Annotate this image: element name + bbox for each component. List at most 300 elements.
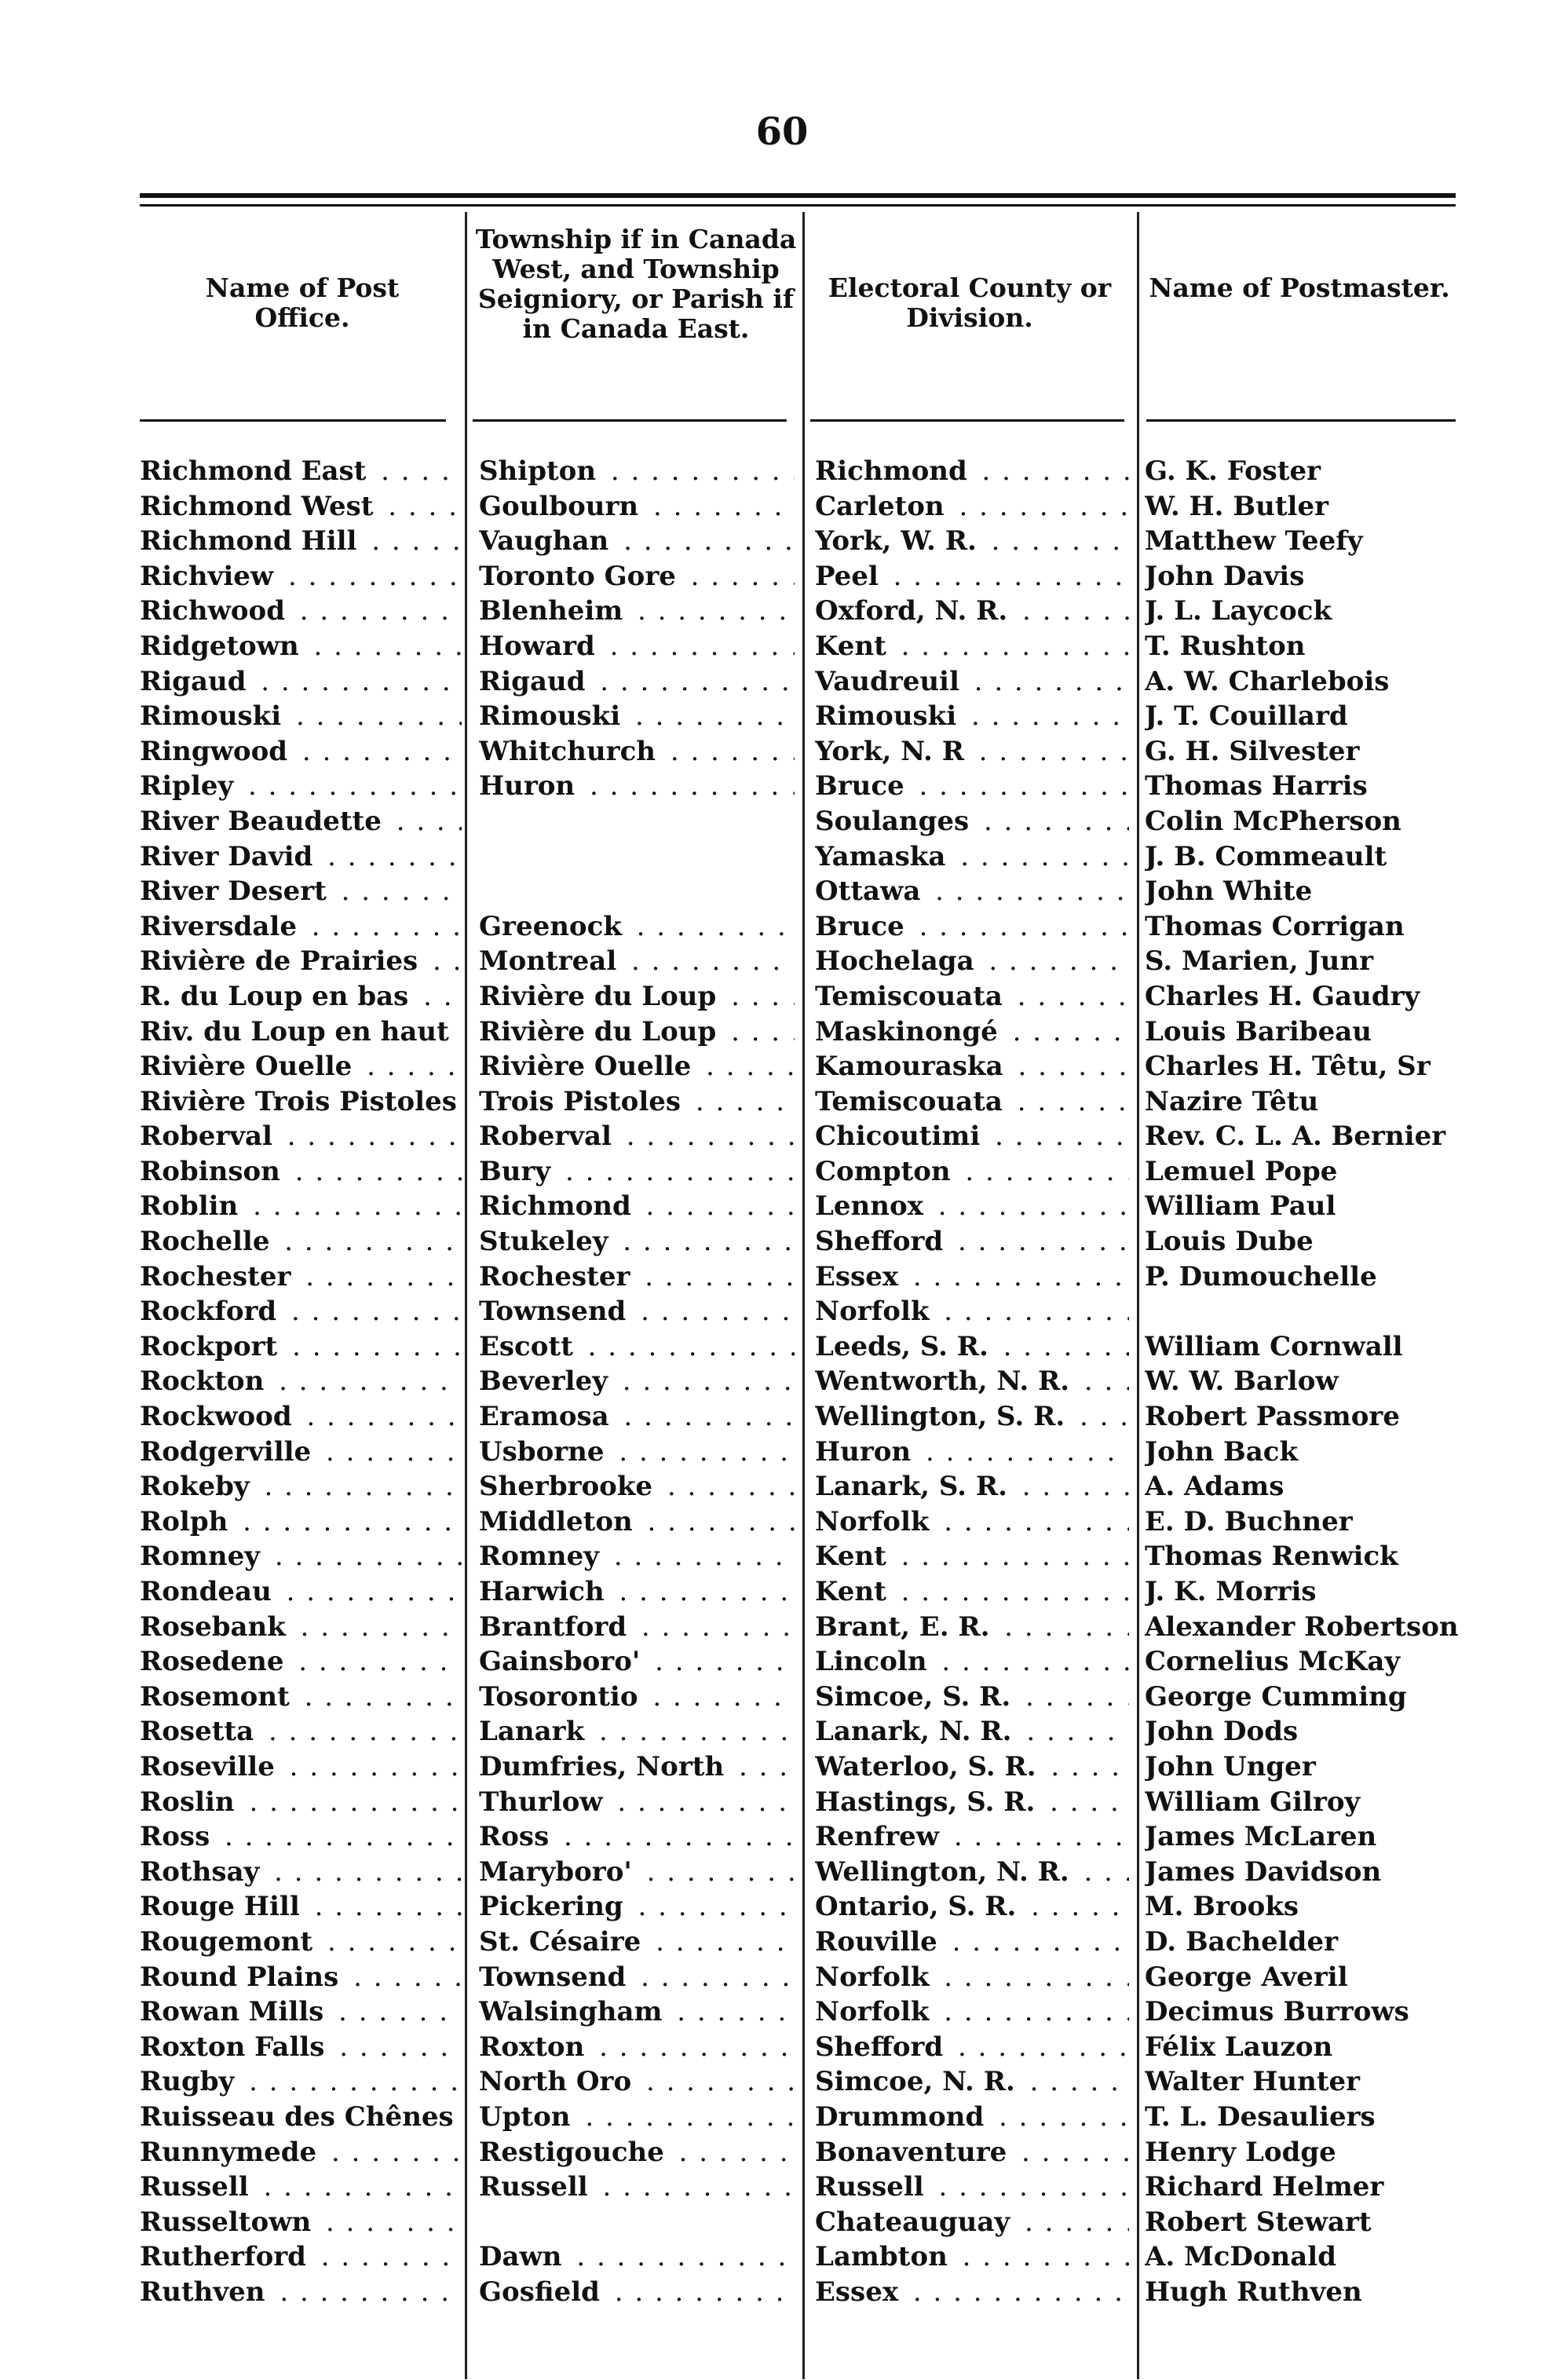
township-cell: [479, 1539, 795, 1574]
county-cell: [815, 1889, 1129, 1924]
county-cell: [815, 1224, 1129, 1259]
postmaster-text: James McLaren: [1145, 1821, 1381, 1852]
header-rule: [473, 419, 787, 422]
postmaster-cell: [1145, 1714, 1459, 1749]
county-cell: [815, 1364, 1129, 1398]
post-office-cell: [140, 1855, 462, 1889]
postmaster-text: George Cumming: [1145, 1681, 1412, 1713]
post-office-cell: [140, 1364, 462, 1398]
postmaster-cell: [1145, 1189, 1459, 1223]
postmaster-cell: [1145, 2135, 1459, 2170]
postmaster-cell: [1145, 1015, 1459, 1049]
postmaster-text: J. L. Laycock: [1145, 595, 1336, 627]
table-row: [140, 1084, 1459, 1120]
township-text: Upton: [479, 2101, 576, 2133]
postmaster-text: G. H. Silvester: [1145, 736, 1364, 767]
postmaster-text: W. H. Butler: [1145, 491, 1333, 522]
post-office-text: Rugby: [140, 2066, 239, 2097]
post-office-text: Rowan Mills: [140, 1996, 328, 2027]
township-text: [479, 841, 484, 872]
county-text: Chateauguay: [815, 2206, 1014, 2238]
township-cell: [479, 1574, 795, 1609]
county-cell: [815, 1925, 1129, 1959]
township-cell: [479, 1399, 795, 1434]
post-office-cell: [140, 1610, 462, 1644]
township-text: Usborne: [479, 1436, 609, 1468]
post-office-text: Ross: [140, 1821, 214, 1852]
township-cell: [479, 1925, 795, 1959]
post-office-cell: [140, 2100, 462, 2134]
post-office-cell: [140, 804, 462, 839]
postmaster-text: D. Bachelder: [1145, 1926, 1343, 1958]
township-cell: [479, 594, 795, 628]
post-office-text: Rolph: [140, 1506, 232, 1537]
county-text: York, W. R.: [815, 525, 981, 557]
township-cell: [479, 1189, 795, 1223]
postmaster-text: Richard Helmer: [1145, 2171, 1388, 2203]
table-row: [140, 2205, 1459, 2240]
header-township-text: Township if in Canada West, and Township Seigniory, or Parish if in Canada East.: [475, 224, 797, 344]
postmaster-text: Hugh Ruthven: [1145, 2276, 1367, 2308]
township-cell: [479, 559, 795, 594]
table-row: [140, 2100, 1459, 2135]
post-office-text: Rondeau: [140, 1576, 276, 1607]
county-cell: [815, 1504, 1129, 1539]
county-text: Shefford: [815, 1226, 948, 1257]
post-office-text: Roslin: [140, 1786, 239, 1818]
table-row: [140, 1154, 1459, 1190]
township-cell: [479, 1785, 795, 1819]
post-office-cell: [140, 944, 462, 978]
post-office-cell: [140, 1259, 462, 1294]
table-row: [140, 1504, 1459, 1540]
postmaster-text: T. Rushton: [1145, 631, 1310, 662]
post-office-cell: [140, 699, 462, 733]
postmaster-cell: [1145, 454, 1459, 488]
postmaster-cell: [1145, 594, 1459, 628]
township-text: Gainsboro': [479, 1646, 645, 1677]
county-cell: [815, 769, 1129, 803]
post-office-text: Rosemont: [140, 1681, 294, 1713]
county-text: Huron: [815, 1436, 915, 1468]
postmaster-text: George Averil: [1145, 1961, 1353, 1993]
county-text: Wellington, S. R.: [815, 1401, 1069, 1432]
post-office-text: Rodgerville: [140, 1436, 316, 1468]
post-office-cell: [140, 2205, 462, 2239]
postmaster-text: [1145, 1296, 1149, 1327]
postmaster-text: John Unger: [1145, 1751, 1321, 1782]
post-office-cell: [140, 1504, 462, 1539]
county-cell: [815, 1015, 1129, 1049]
postmaster-cell: [1145, 769, 1459, 803]
township-text: Trois Pistoles: [479, 1086, 685, 1117]
post-office-text: Richview: [140, 561, 278, 592]
township-text: Shipton: [479, 455, 601, 487]
postmaster-cell: [1145, 1680, 1459, 1714]
header-post-office: [157, 273, 448, 333]
header-post-office-text: Name of Post Office.: [205, 272, 400, 333]
postmaster-text: James Davidson: [1145, 1856, 1386, 1888]
township-text: Dawn: [479, 2241, 567, 2272]
post-office-table: [140, 454, 1459, 2309]
post-office-cell: [140, 839, 462, 874]
table-row: [140, 1749, 1459, 1785]
table-row: [140, 1259, 1459, 1295]
postmaster-text: Colin McPherson: [1145, 806, 1406, 837]
township-text: St. Césaire: [479, 1926, 645, 1958]
postmaster-cell: [1145, 1994, 1459, 2029]
township-cell: [479, 664, 795, 699]
postmaster-text: Decimus Burrows: [1145, 1996, 1414, 2027]
township-cell: [479, 944, 795, 978]
table-row: [140, 804, 1459, 839]
county-cell: [815, 909, 1129, 944]
township-cell: [479, 1644, 795, 1679]
township-cell: [479, 2275, 795, 2309]
postmaster-cell: [1145, 1504, 1459, 1539]
township-cell: [479, 1119, 795, 1153]
township-text: Montreal: [479, 945, 621, 977]
township-cell: [479, 1015, 795, 1049]
county-text: Lanark, N. R.: [815, 1716, 1017, 1747]
county-text: Drummond: [815, 2101, 988, 2133]
county-cell: [815, 489, 1129, 524]
postmaster-text: G. K. Foster: [1145, 455, 1325, 487]
postmaster-text: J. T. Couillard: [1145, 700, 1353, 732]
table-row: [140, 734, 1459, 770]
post-office-cell: [140, 1785, 462, 1819]
post-office-cell: [140, 1469, 462, 1504]
postmaster-text: Alexander Robertson: [1145, 1611, 1459, 1643]
county-text: Lambton: [815, 2241, 952, 2272]
post-office-text: Roberval: [140, 1121, 277, 1152]
postmaster-cell: [1145, 1819, 1459, 1854]
township-cell: [479, 454, 795, 488]
post-office-cell: [140, 559, 462, 594]
post-office-text: Rivière Ouelle: [140, 1051, 356, 1082]
post-office-text: Rivière de Prairies: [140, 945, 422, 977]
table-row: [140, 944, 1459, 979]
top-rule-thin: [140, 204, 1456, 207]
post-office-cell: [140, 2030, 462, 2064]
post-office-text: Rimouski: [140, 700, 286, 732]
postmaster-text: J. K. Morris: [1145, 1576, 1321, 1607]
table-row: [140, 1819, 1459, 1855]
township-text: Thurlow: [479, 1786, 608, 1818]
postmaster-cell: [1145, 524, 1459, 558]
county-text: Russell: [815, 2171, 929, 2203]
table-row: [140, 769, 1459, 804]
table-row: [140, 1294, 1459, 1329]
county-text: Maskinongé: [815, 1016, 1003, 1047]
township-cell: [479, 1714, 795, 1749]
county-cell: [815, 629, 1129, 664]
post-office-cell: [140, 594, 462, 628]
postmaster-cell: [1145, 1259, 1459, 1294]
table-row: [140, 454, 1459, 489]
township-cell: [479, 2135, 795, 2170]
county-cell: [815, 1819, 1129, 1854]
post-office-cell: [140, 1574, 462, 1609]
post-office-cell: [140, 1819, 462, 1854]
township-cell: [479, 2205, 795, 2239]
table-row: [140, 1049, 1459, 1084]
township-cell: [479, 979, 795, 1014]
township-cell: [479, 1960, 795, 1994]
township-cell: [479, 1049, 795, 1084]
township-cell: [479, 524, 795, 558]
table-row: [140, 1189, 1459, 1224]
table-row: [140, 1469, 1459, 1504]
county-cell: [815, 594, 1129, 628]
postmaster-text: William Cornwall: [1145, 1331, 1408, 1362]
post-office-text: Richwood: [140, 595, 290, 627]
county-cell: [815, 1469, 1129, 1504]
county-cell: [815, 1399, 1129, 1434]
township-cell: [479, 1154, 795, 1189]
township-text: Restigouche: [479, 2137, 669, 2168]
post-office-text: Rouge Hill: [140, 1891, 305, 1922]
township-text: Bury: [479, 1156, 555, 1187]
postmaster-text: A. Adams: [1145, 1471, 1288, 1502]
township-cell: [479, 1259, 795, 1294]
postmaster-cell: [1145, 734, 1459, 769]
county-text: Wentworth, N. R.: [815, 1365, 1074, 1397]
township-cell: [479, 839, 795, 874]
county-text: Kent: [815, 1541, 891, 1572]
township-text: Walsingham: [479, 1996, 667, 2027]
table-row: [140, 1925, 1459, 1960]
county-cell: [815, 1994, 1129, 2029]
post-office-cell: [140, 1644, 462, 1679]
postmaster-cell: [1145, 1644, 1459, 1679]
county-text: Wellington, N. R.: [815, 1856, 1074, 1888]
post-office-text: Richmond East: [140, 455, 371, 487]
post-office-text: Rutherford: [140, 2241, 311, 2272]
township-text: [479, 806, 484, 837]
county-text: Rimouski: [815, 700, 961, 732]
county-text: Carleton: [815, 491, 949, 522]
county-text: Ottawa: [815, 876, 925, 907]
township-text: Romney: [479, 1541, 604, 1572]
postmaster-text: Cornelius McKay: [1145, 1646, 1405, 1677]
postmaster-cell: [1145, 559, 1459, 594]
township-text: Pickering: [479, 1891, 628, 1922]
post-office-text: Rivière Trois Pistoles: [140, 1086, 462, 1117]
post-office-text: Ruthven: [140, 2276, 270, 2308]
table-row: [140, 1399, 1459, 1435]
postmaster-text: A. McDonald: [1145, 2241, 1341, 2272]
postmaster-text: Louis Dube: [1145, 1226, 1318, 1257]
post-office-text: River Beaudette: [140, 806, 386, 837]
township-text: Greenock: [479, 911, 627, 942]
township-text: Rivière du Loup: [479, 1016, 721, 1047]
township-text: [479, 876, 484, 907]
table-row: [140, 1994, 1459, 2030]
postmaster-cell: [1145, 839, 1459, 874]
county-text: Compton: [815, 1156, 956, 1187]
county-text: Bruce: [815, 770, 909, 802]
county-text: Norfolk: [815, 1296, 934, 1327]
postmaster-cell: [1145, 1960, 1459, 1994]
county-text: Norfolk: [815, 1996, 934, 2027]
post-office-text: Rosebank: [140, 1611, 291, 1643]
county-cell: [815, 874, 1129, 908]
county-text: Ontario, S. R.: [815, 1891, 1021, 1922]
post-office-text: Rougemont: [140, 1926, 317, 1958]
township-cell: [479, 2170, 795, 2204]
header-postmaster-text: Name of Postmaster.: [1149, 272, 1450, 303]
header-township: [471, 225, 801, 344]
postmaster-cell: [1145, 664, 1459, 699]
county-cell: [815, 1574, 1129, 1609]
township-text: Tosorontio: [479, 1681, 643, 1713]
table-row: [140, 2275, 1459, 2310]
county-cell: [815, 979, 1129, 1014]
township-text: Roberval: [479, 1121, 616, 1152]
county-cell: [815, 1644, 1129, 1679]
table-row: [140, 699, 1459, 734]
county-text: Norfolk: [815, 1506, 934, 1537]
postmaster-cell: [1145, 1925, 1459, 1959]
township-text: Beverley: [479, 1365, 612, 1397]
county-text: Soulanges: [815, 806, 974, 837]
county-cell: [815, 1680, 1129, 1714]
post-office-text: Richmond West: [140, 491, 378, 522]
county-cell: [815, 839, 1129, 874]
postmaster-cell: [1145, 629, 1459, 664]
county-text: Chicoutimi: [815, 1121, 985, 1152]
table-row: [140, 1224, 1459, 1259]
table-row: [140, 629, 1459, 664]
county-cell: [815, 664, 1129, 699]
table-row: [140, 1889, 1459, 1925]
county-cell: [815, 2064, 1129, 2099]
postmaster-text: Walter Hunter: [1145, 2066, 1365, 2097]
post-office-cell: [140, 1049, 462, 1084]
post-office-text: Roseville: [140, 1751, 280, 1782]
post-office-text: Riversdale: [140, 911, 301, 942]
township-text: Goulbourn: [479, 491, 643, 522]
county-cell: [815, 1785, 1129, 1819]
table-row: [140, 1364, 1459, 1399]
township-text: North Oro: [479, 2066, 636, 2097]
township-text: Escott: [479, 1331, 578, 1362]
postmaster-cell: [1145, 1049, 1459, 1084]
county-text: Rouville: [815, 1926, 942, 1958]
table-row: [140, 1574, 1459, 1610]
table-row: [140, 664, 1459, 700]
township-cell: [479, 1084, 795, 1119]
county-text: Simcoe, S. R.: [815, 1681, 1015, 1713]
township-text: Townsend: [479, 1296, 630, 1327]
postmaster-cell: [1145, 1364, 1459, 1398]
table-row: [140, 2239, 1459, 2275]
township-cell: [479, 769, 795, 803]
table-row: [140, 1644, 1459, 1680]
county-text: Oxford, N. R.: [815, 595, 1012, 627]
county-cell: [815, 454, 1129, 488]
post-office-text: Russeltown: [140, 2206, 316, 2238]
postmaster-cell: [1145, 2205, 1459, 2239]
postmaster-text: M. Brooks: [1145, 1891, 1303, 1922]
table-row: [140, 1960, 1459, 1995]
county-cell: [815, 2205, 1129, 2239]
postmaster-cell: [1145, 909, 1459, 944]
post-office-cell: [140, 769, 462, 803]
post-office-cell: [140, 1925, 462, 1959]
header-county: [809, 273, 1131, 333]
postmaster-text: E. D. Buchner: [1145, 1506, 1358, 1537]
county-cell: [815, 1084, 1129, 1119]
postmaster-text: Charles H. Têtu, Sr: [1145, 1051, 1435, 1082]
table-row: [140, 1855, 1459, 1890]
postmaster-cell: [1145, 1749, 1459, 1784]
postmaster-cell: [1145, 1224, 1459, 1259]
post-office-text: Russell: [140, 2171, 254, 2203]
post-office-cell: [140, 489, 462, 524]
county-cell: [815, 1049, 1129, 1084]
county-cell: [815, 1714, 1129, 1749]
county-cell: [815, 944, 1129, 978]
township-cell: [479, 699, 795, 733]
post-office-text: Round Plains: [140, 1961, 343, 1993]
postmaster-cell: [1145, 1855, 1459, 1889]
township-text: Rimouski: [479, 700, 625, 732]
postmaster-text: Henry Lodge: [1145, 2137, 1341, 2168]
county-text: Bonaventure: [815, 2137, 1011, 2168]
county-text: Norfolk: [815, 1961, 934, 1993]
postmaster-text: Robert Stewart: [1145, 2206, 1376, 2238]
post-office-cell: [140, 2239, 462, 2274]
postmaster-cell: [1145, 1889, 1459, 1924]
post-office-cell: [140, 1680, 462, 1714]
township-text: Whitchurch: [479, 736, 660, 767]
table-row: [140, 839, 1459, 875]
post-office-cell: [140, 1714, 462, 1749]
township-text: Gosfield: [479, 2276, 605, 2308]
township-cell: [479, 804, 795, 839]
county-cell: [815, 2135, 1129, 2170]
township-cell: [479, 1680, 795, 1714]
county-text: Leeds, S. R.: [815, 1331, 993, 1362]
post-office-text: Rokeby: [140, 1471, 254, 1502]
county-cell: [815, 1119, 1129, 1153]
post-office-text: Runnymede: [140, 2137, 321, 2168]
township-text: Roxton: [479, 2031, 589, 2063]
post-office-text: Rothsay: [140, 1856, 264, 1888]
post-office-text: Roblin: [140, 1190, 243, 1222]
township-cell: [479, 2064, 795, 2099]
township-text: Ross: [479, 1821, 554, 1852]
postmaster-cell: [1145, 874, 1459, 908]
postmaster-text: W. W. Barlow: [1145, 1365, 1343, 1397]
township-cell: [479, 629, 795, 664]
county-cell: [815, 1189, 1129, 1223]
county-cell: [815, 559, 1129, 594]
postmaster-text: Robert Passmore: [1145, 1401, 1405, 1432]
post-office-text: Rockwood: [140, 1401, 297, 1432]
post-office-cell: [140, 1960, 462, 1994]
county-text: Temiscouata: [815, 981, 1007, 1012]
township-cell: [479, 2100, 795, 2134]
township-cell: [479, 1329, 795, 1364]
postmaster-cell: [1145, 1154, 1459, 1189]
post-office-cell: [140, 1539, 462, 1574]
township-cell: [479, 2239, 795, 2274]
postmaster-text: William Paul: [1145, 1190, 1340, 1222]
postmaster-cell: [1145, 944, 1459, 978]
